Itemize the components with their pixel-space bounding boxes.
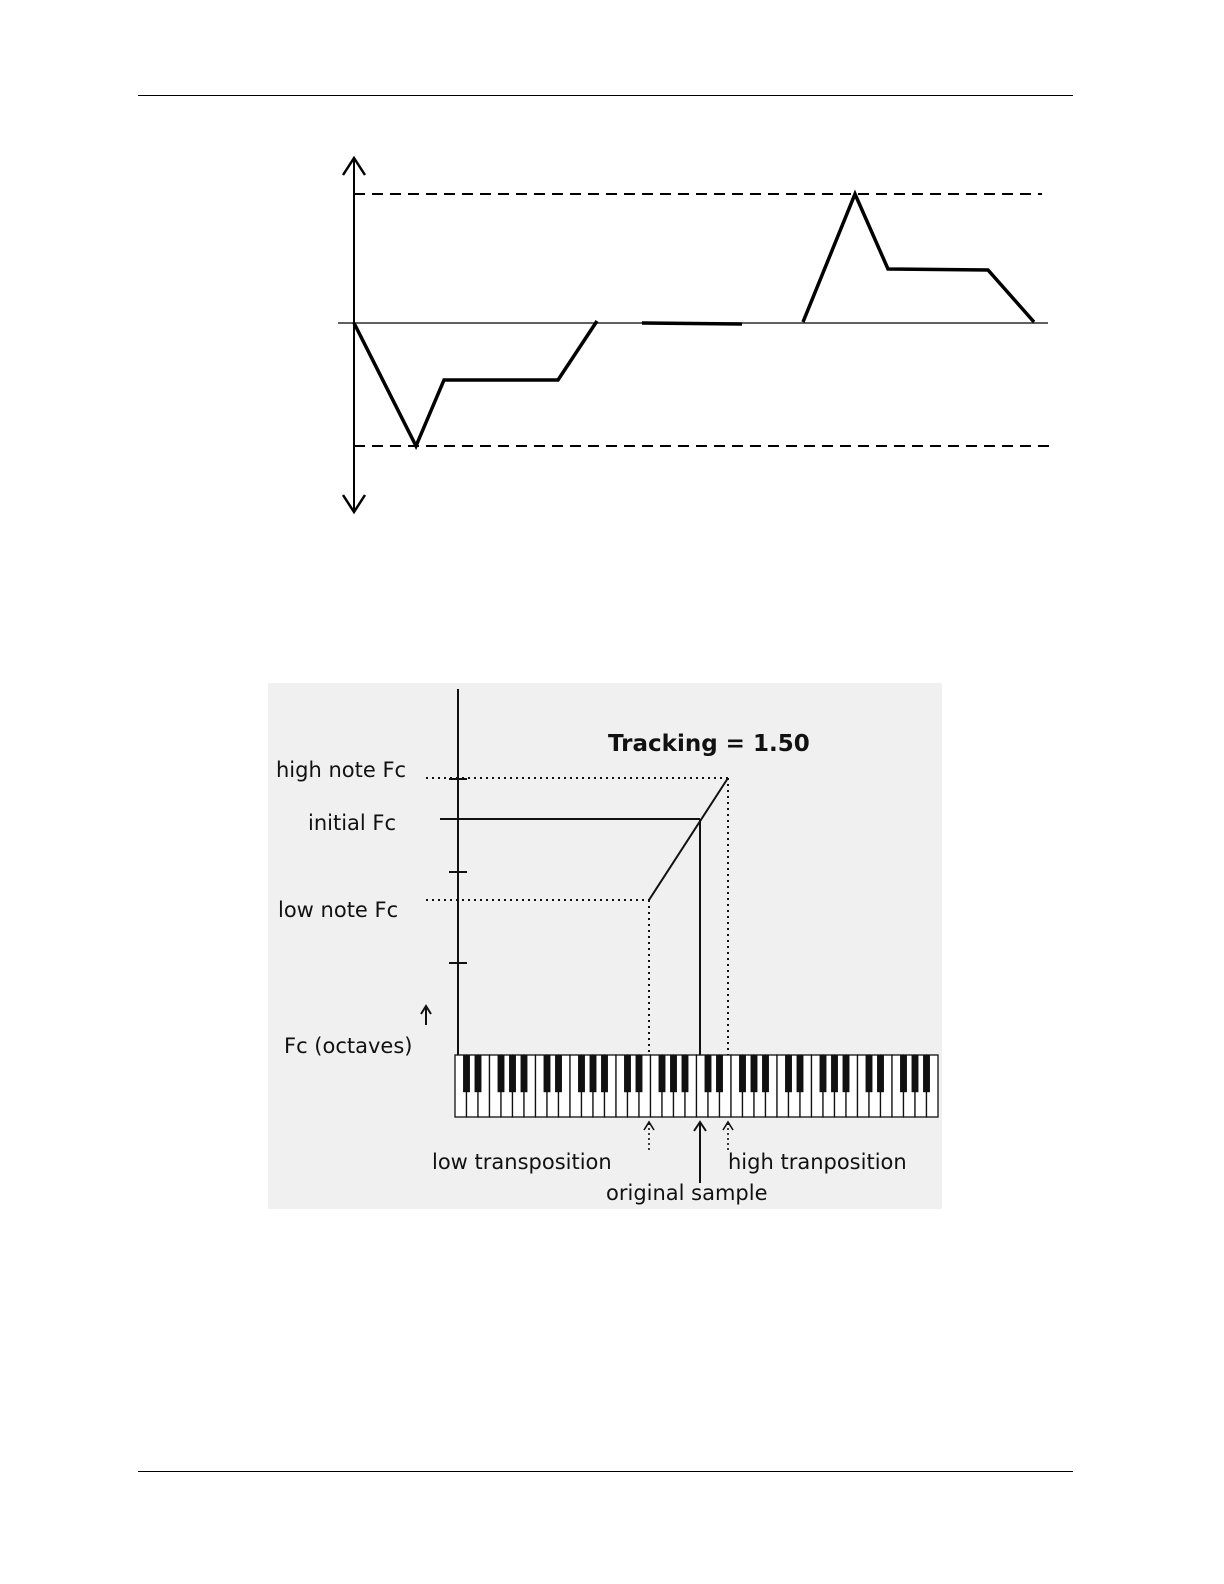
low-note-fc-label: low note Fc bbox=[278, 898, 399, 922]
negative-envelope-curve bbox=[354, 321, 597, 446]
fc-up-arrow-icon bbox=[421, 1006, 431, 1025]
black-key bbox=[785, 1055, 792, 1092]
black-key bbox=[636, 1055, 643, 1092]
black-key bbox=[843, 1055, 850, 1092]
black-key bbox=[590, 1055, 597, 1092]
black-key bbox=[716, 1055, 723, 1092]
black-key bbox=[659, 1055, 666, 1092]
zero-envelope-segment bbox=[642, 323, 742, 324]
footer-rule bbox=[138, 1471, 1073, 1472]
black-key bbox=[762, 1055, 769, 1092]
black-key bbox=[877, 1055, 884, 1092]
black-key bbox=[797, 1055, 804, 1092]
black-key bbox=[923, 1055, 930, 1092]
black-key bbox=[670, 1055, 677, 1092]
low-transposition-label: low transposition bbox=[432, 1150, 612, 1174]
original-sample-label: original sample bbox=[606, 1181, 768, 1205]
black-key bbox=[578, 1055, 585, 1092]
black-key bbox=[820, 1055, 827, 1092]
black-key bbox=[544, 1055, 551, 1092]
black-key bbox=[866, 1055, 873, 1092]
black-key bbox=[624, 1055, 631, 1092]
black-key bbox=[900, 1055, 907, 1092]
black-key bbox=[831, 1055, 838, 1092]
high-transposition-arrow-icon bbox=[723, 1122, 733, 1153]
black-key bbox=[912, 1055, 919, 1092]
low-transposition-arrow-icon bbox=[644, 1122, 654, 1153]
tracking-slope-line bbox=[649, 778, 728, 900]
black-key bbox=[705, 1055, 712, 1092]
black-key bbox=[475, 1055, 482, 1092]
black-key bbox=[498, 1055, 505, 1092]
high-note-fc-label: high note Fc bbox=[276, 758, 407, 782]
bipolar-envelope-diagram bbox=[0, 0, 1224, 560]
black-key bbox=[682, 1055, 689, 1092]
diagram-title: Tracking = 1.50 bbox=[608, 731, 810, 757]
positive-envelope-curve bbox=[803, 194, 1034, 322]
original-sample-arrow-icon bbox=[694, 1122, 706, 1183]
initial-fc-label: initial Fc bbox=[308, 811, 397, 835]
black-key bbox=[601, 1055, 608, 1092]
filter-tracking-diagram bbox=[268, 683, 942, 1209]
black-key bbox=[463, 1055, 470, 1092]
black-key bbox=[521, 1055, 528, 1092]
fc-octaves-label: Fc (octaves) bbox=[284, 1034, 413, 1058]
black-key bbox=[555, 1055, 562, 1092]
black-key bbox=[509, 1055, 516, 1092]
black-key bbox=[739, 1055, 746, 1092]
black-key bbox=[751, 1055, 758, 1092]
high-transposition-label: high tranposition bbox=[728, 1150, 907, 1174]
piano-keyboard bbox=[455, 1055, 938, 1117]
